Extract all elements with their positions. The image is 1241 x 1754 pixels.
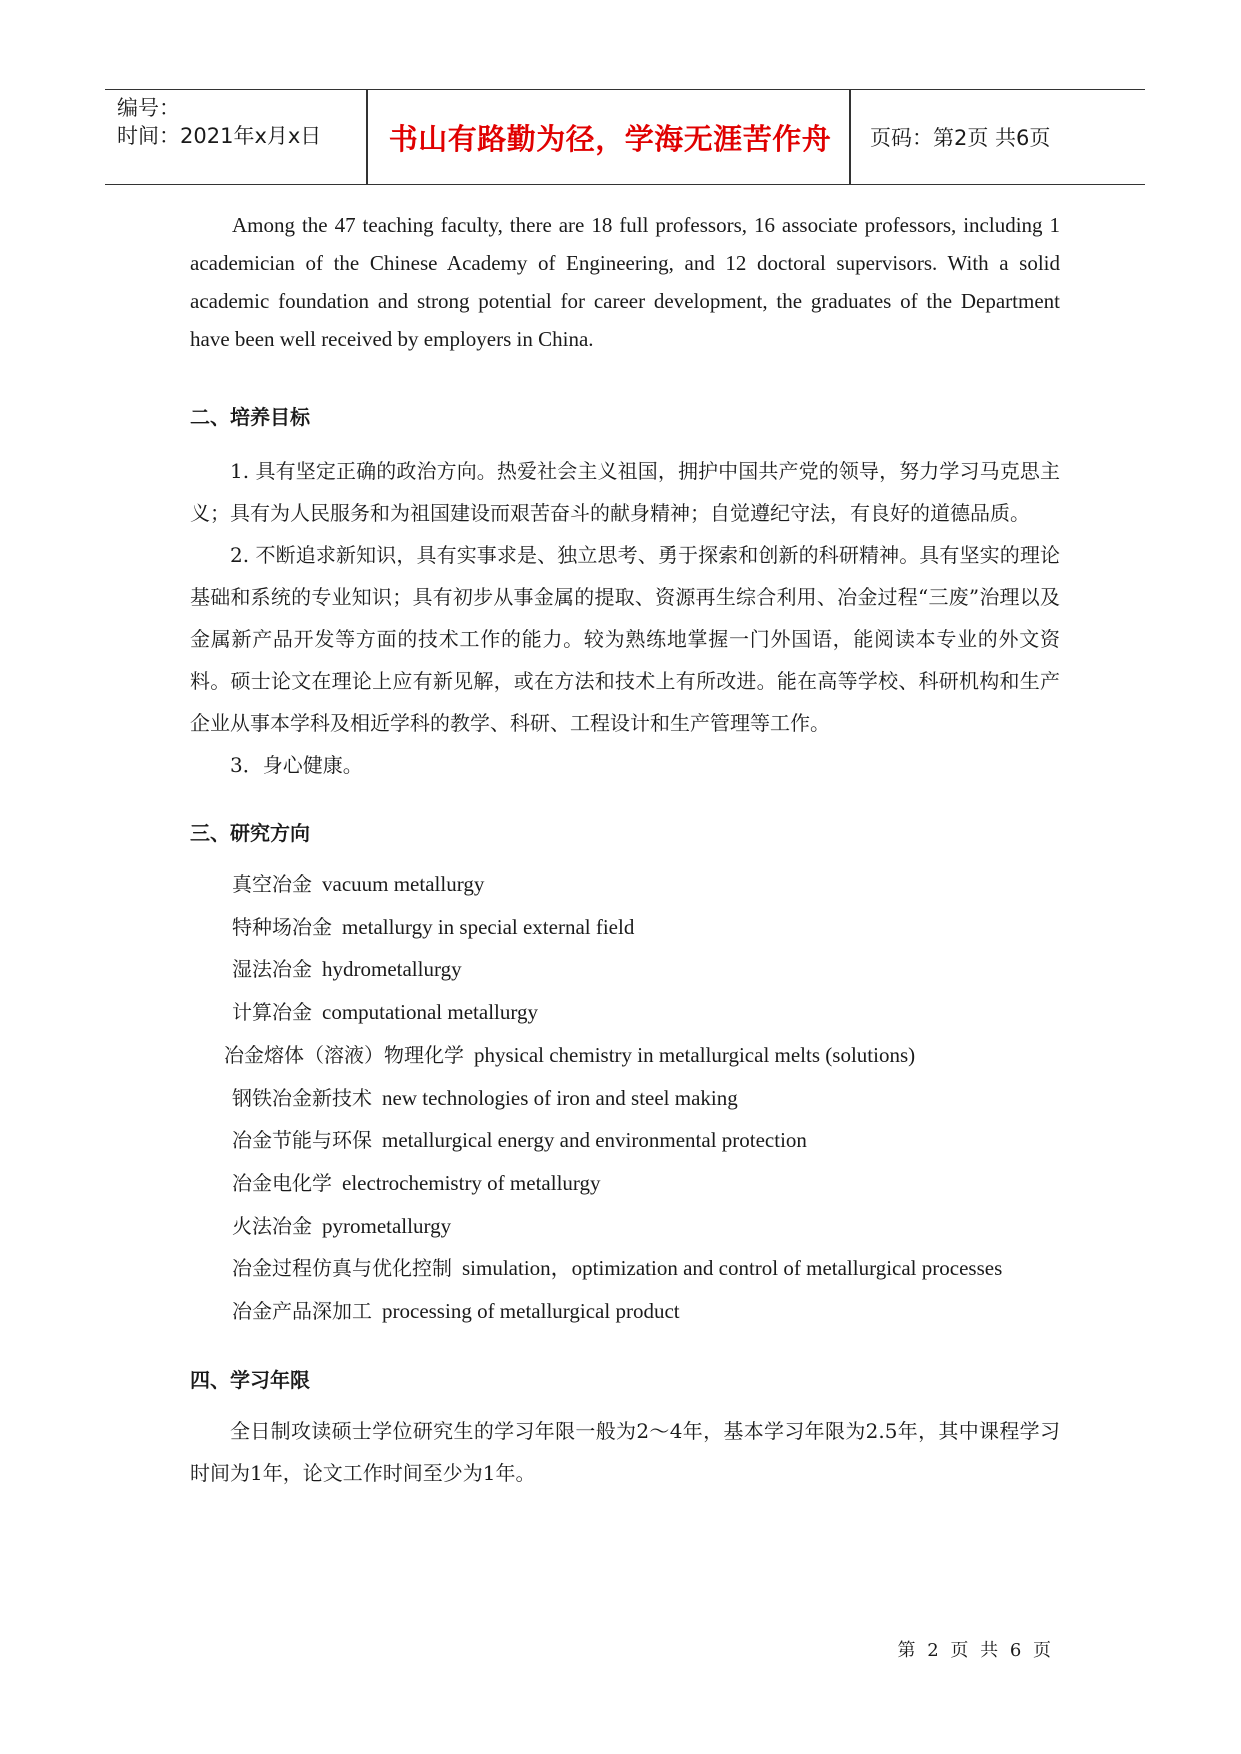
- direction-item: [224, 1034, 1060, 1077]
- direction-en: pyrometallurgy: [322, 1213, 452, 1238]
- direction-zh: 钢铁冶金新技术: [232, 1085, 372, 1110]
- direction-en: simulation，optimization and control of metallurgical processes: [462, 1256, 1003, 1281]
- direction-zh: 冶金熔体（溶液）物理化学: [224, 1042, 464, 1067]
- direction-en: new technologies of iron and steel making: [382, 1085, 738, 1110]
- section-heading-duration: 四、学习年限: [190, 1367, 310, 1392]
- direction-en: processing of metallurgical product: [382, 1299, 680, 1324]
- direction-en: vacuum metallurgy: [322, 872, 485, 896]
- direction-item: [232, 991, 1060, 1034]
- number-label: 编号：: [117, 96, 180, 120]
- page-header: [105, 89, 1145, 185]
- direction-en: metallurgical energy and environmental protection: [382, 1128, 807, 1153]
- header-meta: [117, 94, 367, 150]
- goal-item: 1. 具有坚定正确的政治方向。热爱社会主义祖国，拥护中国共产党的领导，努力学习马克思主义；具有为人民服务和为祖国建设而艰苦奋斗的献身精神；自觉遵纪守法，有良好的道德品质。: [190, 459, 1060, 525]
- direction-zh: 特种场冶金: [232, 914, 332, 939]
- research-directions-list: [190, 863, 1060, 1333]
- direction-item: [232, 1119, 1060, 1162]
- direction-en: hydrometallurgy: [322, 957, 462, 982]
- direction-zh: 计算冶金: [232, 1000, 312, 1025]
- direction-zh: 真空冶金: [232, 872, 312, 896]
- section-heading-directions: 三、研究方向: [190, 821, 310, 845]
- direction-item: [232, 1247, 1060, 1290]
- direction-item: [232, 1290, 1060, 1333]
- direction-item: [232, 1077, 1060, 1120]
- goals-list: [190, 450, 1060, 786]
- direction-item: [232, 863, 1060, 906]
- direction-item: [232, 906, 1060, 949]
- header-divider: [849, 90, 851, 184]
- direction-en: computational metallurgy: [322, 1000, 538, 1025]
- page-footer: 第 2 页 共 6 页: [897, 1640, 1054, 1661]
- goal-item: 3．身心健康。: [230, 753, 363, 777]
- direction-zh: 冶金产品深加工: [232, 1299, 372, 1324]
- duration-paragraph: 全日制攻读硕士学位研究生的学习年限一般为2～4年，基本学习年限为2.5年，其中课程学习时间为1年，论文工作时间至少为1年。: [190, 1418, 1060, 1485]
- direction-item: [232, 948, 1060, 991]
- header-page-label: 页码：第2页 共6页: [870, 126, 1051, 150]
- direction-zh: 冶金电化学: [232, 1170, 332, 1195]
- intro-paragraph: Among the 47 teaching faculty, there are 18 full professors, 16 associate professors, including 1 academician of the Chinese Academy of Engineering, and 12 doctoral supervisors. With a solid academic foundation and strong potential for career development, the graduates of the Department have been well received by employers in China.: [190, 213, 1060, 351]
- direction-zh: 冶金过程仿真与优化控制: [232, 1256, 452, 1281]
- direction-zh: 冶金节能与环保: [232, 1128, 372, 1153]
- document-body: [190, 206, 1060, 1494]
- direction-en: metallurgy in special external field: [342, 914, 635, 939]
- direction-item: [232, 1162, 1060, 1205]
- direction-zh: 湿法冶金: [232, 957, 312, 982]
- header-divider: [366, 90, 368, 184]
- direction-en: electrochemistry of metallurgy: [342, 1170, 601, 1195]
- direction-item: [232, 1205, 1060, 1248]
- header-motto: 书山有路勤为径，学海无涯苦作舟: [388, 121, 832, 156]
- direction-zh: 火法冶金: [232, 1213, 312, 1238]
- goal-item: 2. 不断追求新知识，具有实事求是、独立思考、勇于探索和创新的科研精神。具有坚实的理论基础和系统的专业知识；具有初步从事金属的提取、资源再生综合利用、冶金过程“三废”治理以及金属新产品开发等方面的技术工作的能力。较为熟练地掌握一门外国语，能阅读本专业的外文资料。硕士论文在理论上应有新见解，或在方法和技术上有所改进。能在高等学校、科研机构和生产企业从事本学科及相近学科的教学、科研、工程设计和生产管理等工作。: [190, 543, 1060, 735]
- section-heading-goals: 二、培养目标: [190, 405, 310, 429]
- time-label: 时间：2021年x月x日: [117, 124, 322, 148]
- direction-en: physical chemistry in metallurgical melts (solutions): [474, 1042, 916, 1067]
